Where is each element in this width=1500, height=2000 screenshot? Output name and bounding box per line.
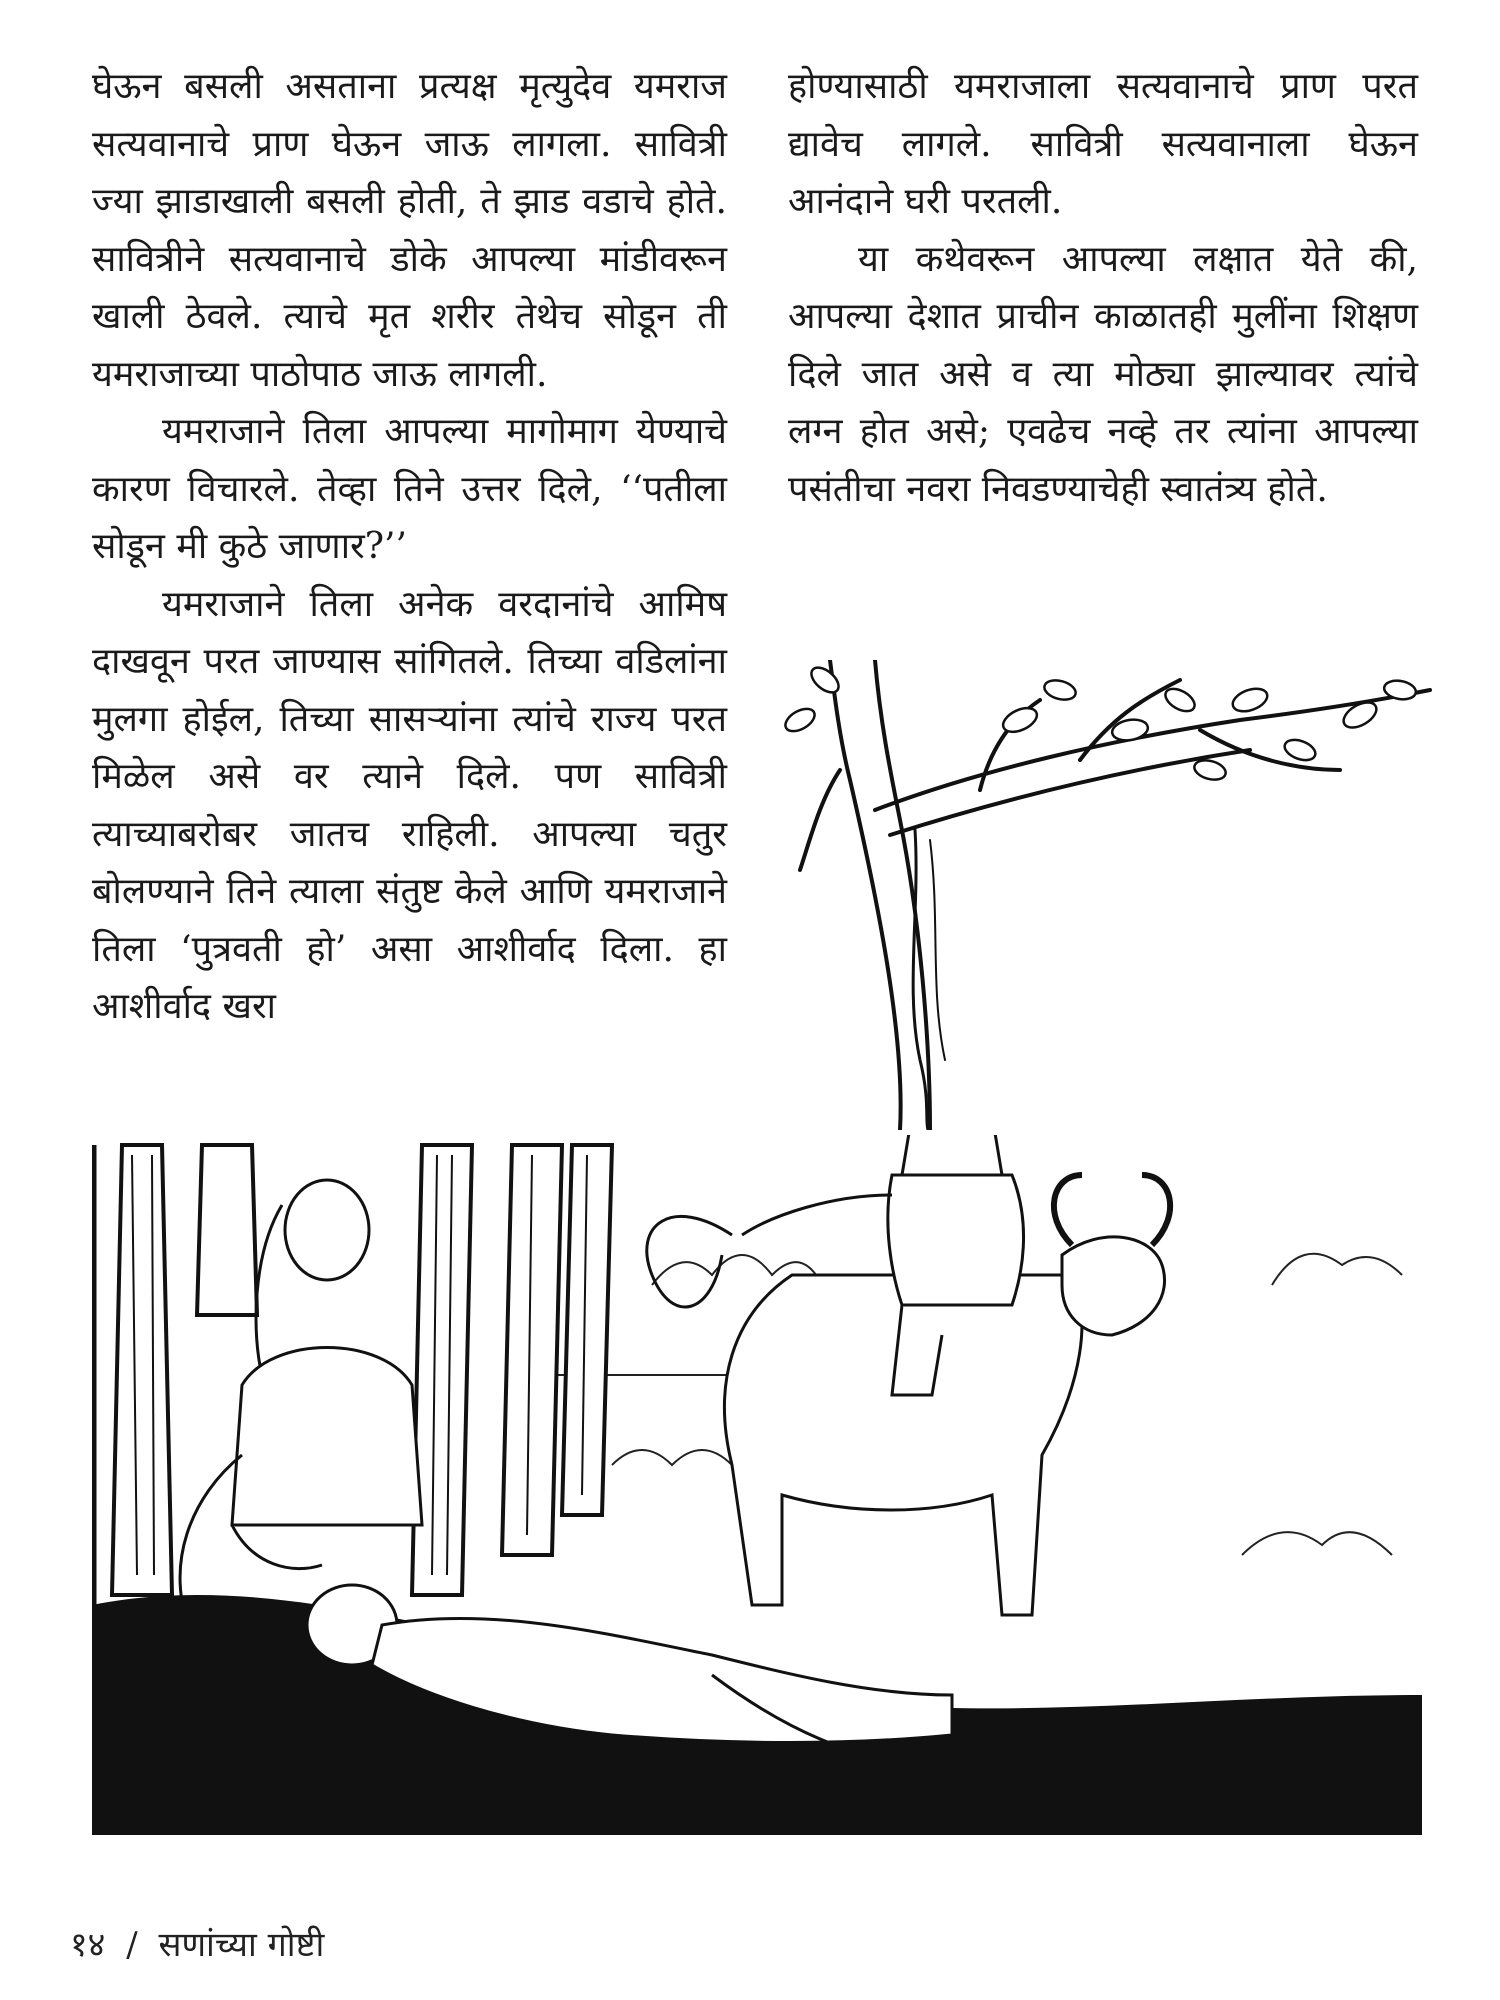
right-paragraph-1: होण्यासाठी यमराजाला सत्यवानाचे प्राण परत द्यावेच लागले. सावित्री सत्यवानाला घेऊन आनंदाने घरी परतली.	[788, 66, 1418, 222]
book-title: सणांच्या गोष्टी	[158, 1925, 325, 1965]
left-paragraph-3: यमराजाने तिला अनेक वरदानांचे आमिष दाखवून परत जाण्यास सांगितले. तिच्या वडिलांना मुलगा होईल, तिच्या सासऱ्यांना त्यांचे राज्य परत मिळेल असे वर त्याने दिले. पण सावित्री त्याच्याबरोबर जातच राहिली. आपल्या चतुर बोलण्याने तिने त्याला संतुष्ट केले आणि यमराजाने तिला ‘पुत्रवती हो’ असा आशीर्वाद दिला. हा आशीर्वाद खरा	[92, 583, 727, 1027]
left-text-column	[92, 58, 727, 1036]
page-number: १४	[70, 1925, 106, 1965]
savitri-yamaraj-illustration	[92, 1135, 1422, 1835]
left-paragraph-1: घेऊन बसली असताना प्रत्यक्ष मृत्युदेव यमराज सत्यवानाचे प्राण घेऊन जाऊ लागला. सावित्री ज्या झाडाखाली बसली होती, ते झाड वडाचे होते. सावित्रीने सत्यवानाचे डोके आपल्या मांडीवरून खाली ठेवले. त्याचे मृत शरीर तेथेच सोडून ती यमराजाच्या पाठोपाठ जाऊ लागली.	[92, 66, 727, 395]
page-footer	[70, 1920, 334, 1966]
right-text-column	[788, 58, 1418, 518]
right-paragraph-2: या कथेवरून आपल्या लक्षात येते की, आपल्या देशात प्राचीन काळातही मुलींना शिक्षण दिले जात असे व त्या मोठ्या झाल्यावर त्यांचे लग्न होत असे; एवढेच नव्हे तर त्यांना आपल्या पसंतीचा नवरा निवडण्याचेही स्वातंत्र्य होते.	[788, 238, 1418, 510]
tree-branch-illustration	[780, 660, 1440, 1130]
left-paragraph-2: यमराजाने तिला आपल्या मागोमाग येण्याचे कारण विचारले. तेव्हा तिने उत्तर दिले, ‘‘पतीला सोडून मी कुठे जाणार?’’	[92, 411, 727, 567]
footer-separator: /	[126, 1925, 138, 1965]
